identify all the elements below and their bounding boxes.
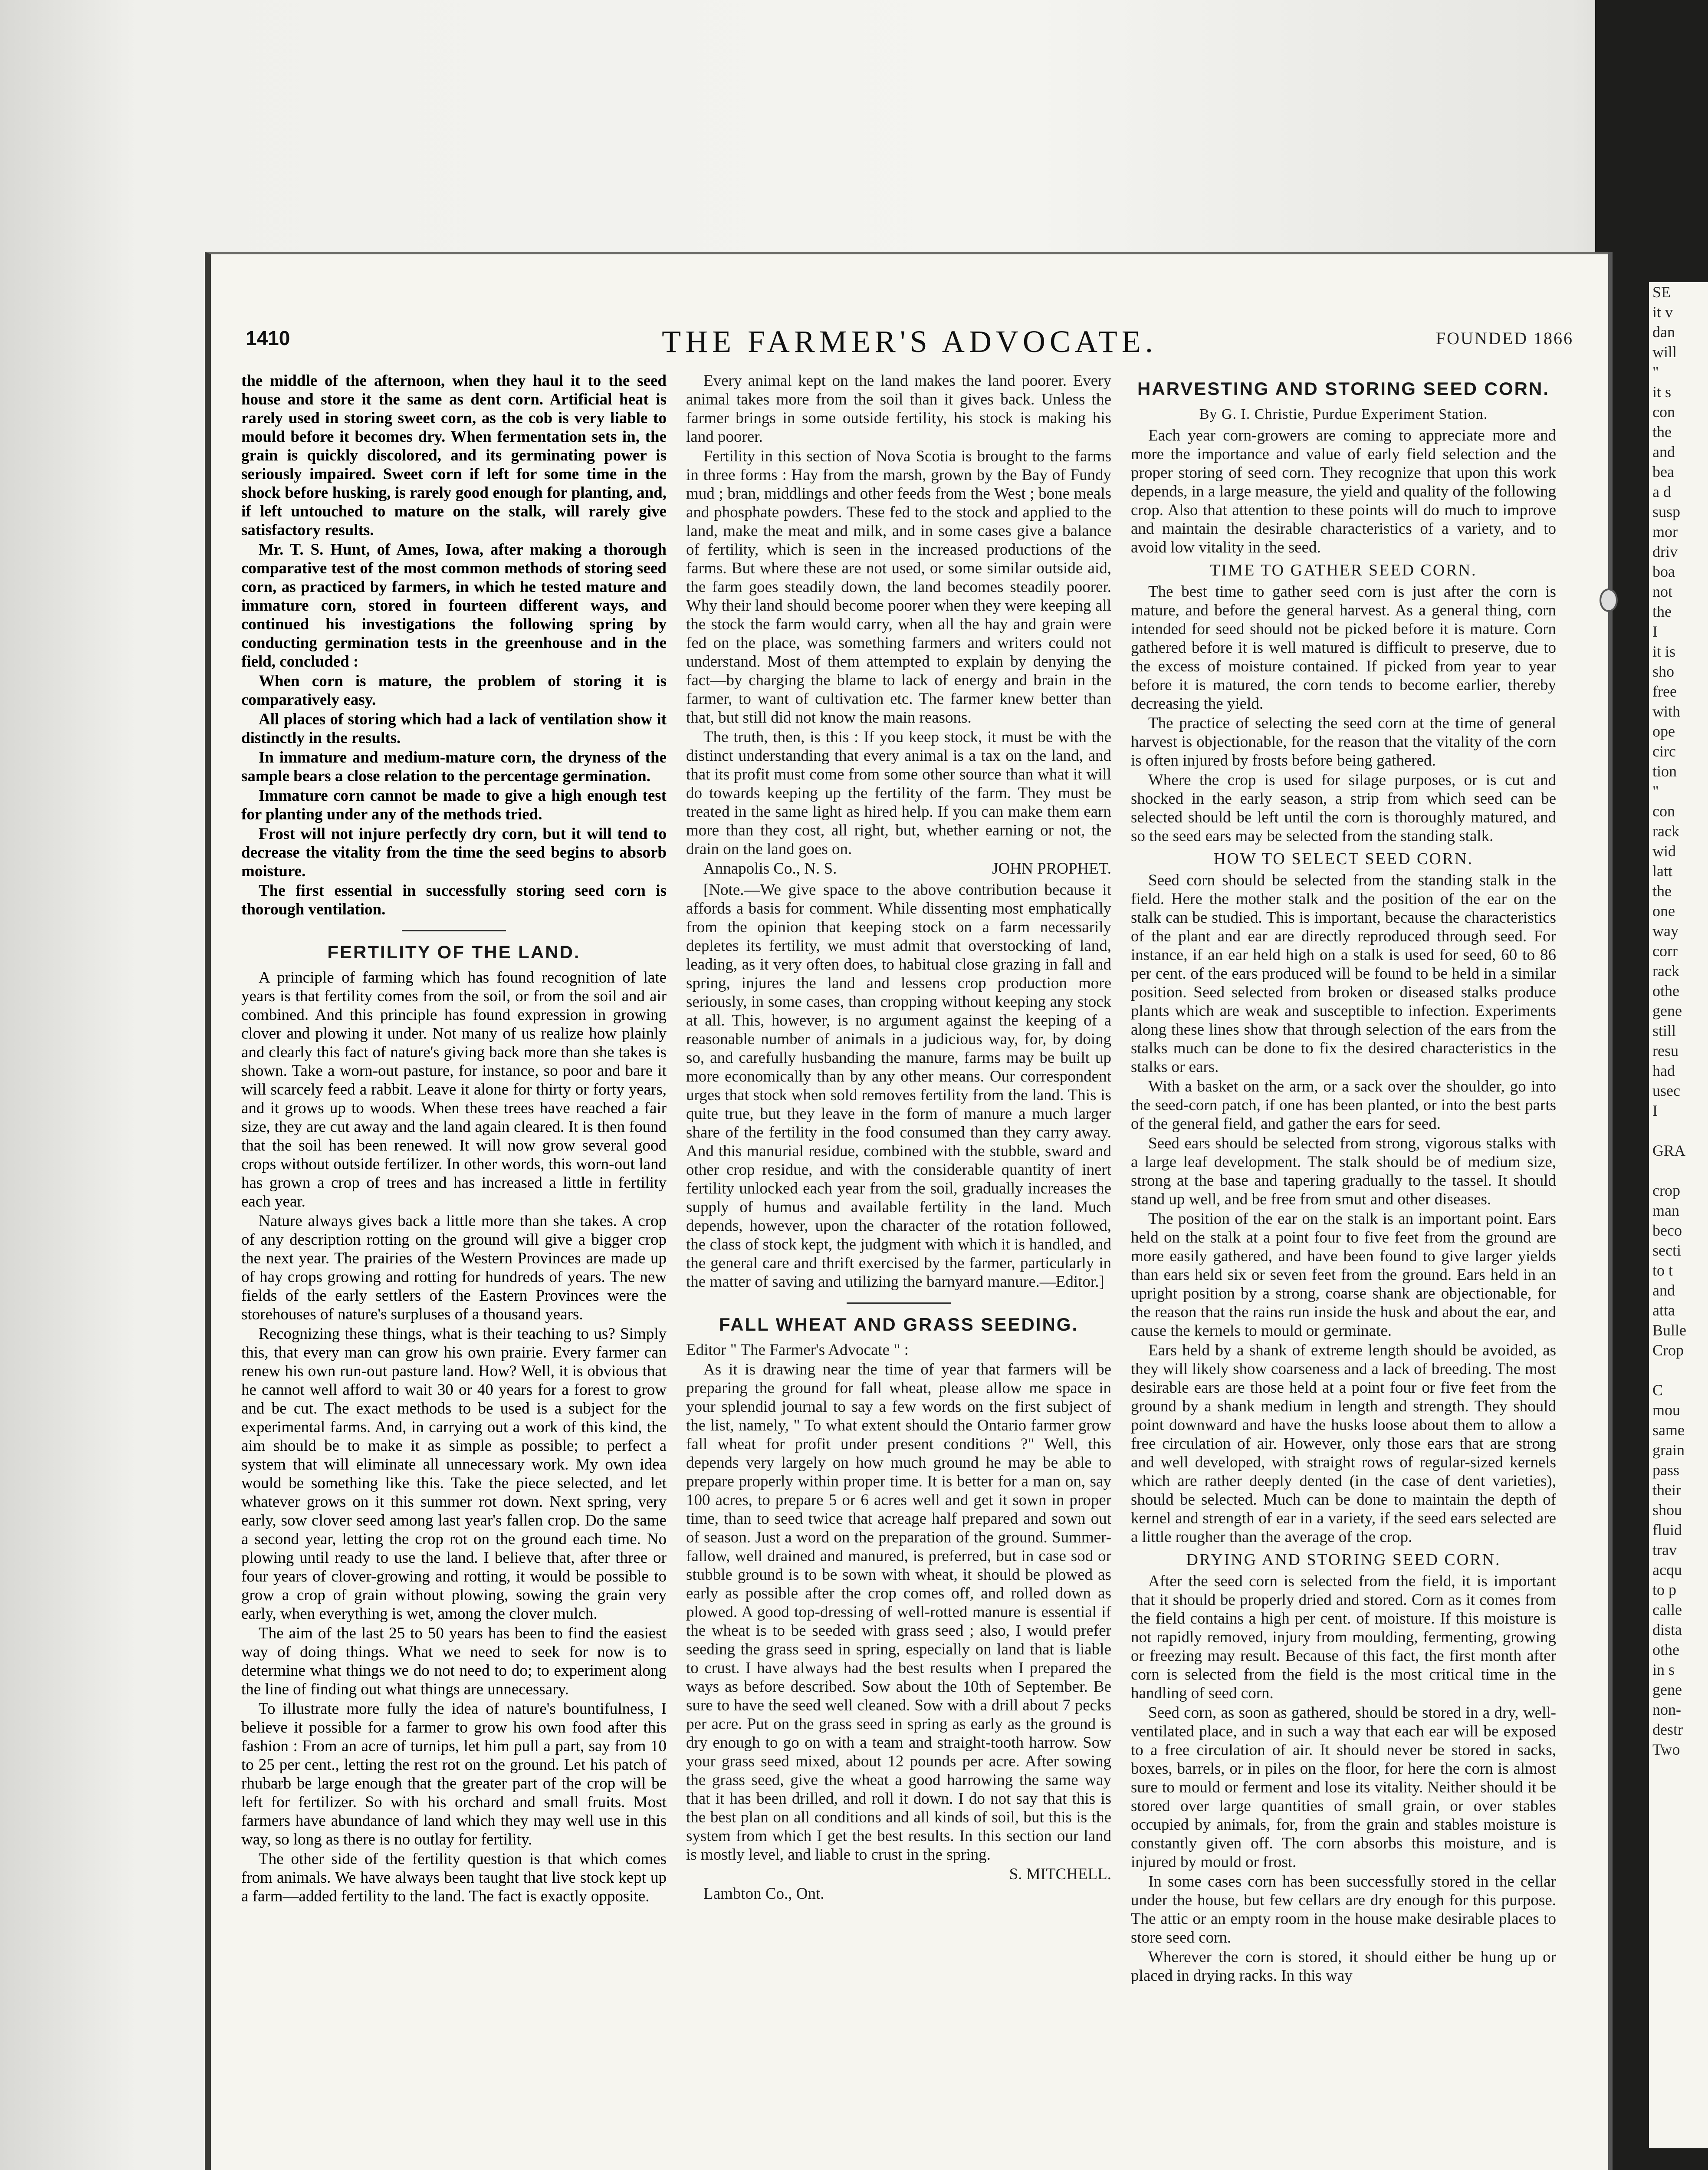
fragment-line: man [1652,1202,1679,1219]
fragment-line: Crop [1652,1341,1684,1359]
page-number: 1410 [246,327,290,349]
fragment-line: latt [1652,862,1672,880]
paragraph: The best time to gather seed corn is just after the corn is mature, and before the general harvest. As a general thing, corn intended for seed should not be picked before it is mature. Corn gathered before it is well matured is difficult to preserve, due to the excess of moisture contained. If picked from year to year before it is matured, the corn tends to become earlier, thereby decreasing the yield. [1131,583,1556,713]
fragment-line: con [1652,802,1675,820]
masthead-title: THE FARMER'S ADVOCATE. [662,324,1157,359]
column-2 [686,372,1111,2170]
fragment-line: the [1652,603,1672,620]
fragment-line: wid [1652,842,1676,860]
fragment-line: the [1652,882,1672,900]
founded-label: FOUNDED 1866 [1435,329,1573,348]
fragment-line: to t [1652,1262,1673,1279]
fragment-line: a d [1652,483,1671,500]
fragment-line: rack [1652,822,1679,840]
fragment-line: tion [1652,763,1677,780]
page-header [246,324,1573,358]
section-divider [402,930,506,931]
fragment-line: beco [1652,1222,1682,1239]
fragment-line: bea [1652,463,1674,480]
fragment-line: othe [1652,982,1679,1000]
newspaper-page [205,252,1608,2170]
salutation: Editor " The Farmer's Advocate " : [686,1341,909,1359]
paragraph: Each year corn-growers are coming to appreciate more and more the importance and value of early field selection and the proper storing of seed corn. They recognize that upon this work depends, in a large measure, the yield and quality of the following crop. Also that attention to these points will do much to improve and maintain the desirable characteristics of a variety, and to avoid low vitality in the seed. [1131,427,1556,556]
subheading: HOW TO SELECT SEED CORN. [1213,850,1474,868]
fragment-line: to p [1652,1581,1677,1598]
paragraph: As it is drawing near the time of year that farmers will be preparing the ground for fall wheat, please allow me space in your splendid journal to say a few words on the first subject of the list, namely, " To what extent should the Ontario farmer grow fall wheat for profit under present conditions ?" Well, this depends very largely on how much ground he may be able to prepare properly within proper time. It is better for a man on, say 100 acres, to prepare 5 or 6 acres well and get it sown in proper time, than to seed twice that acreage half prepared and sown out of season. Just a word on the preparation of the ground. Summer-fallow, well drained and manured, is preferred, but in case sod or stubble ground is to be sown with wheat, it should be plowed as early as possible after the crop comes off, and rolled down as plowed. A good top-dressing of well-rotted manure is essential if the wheat is to be seeded with grass seed ; also, I would prefer seeding the grass seed in spring, especially on land that is liable to crust. I have always had the best results when I prepared the ways as before described. Sow about the 10th of September. Be sure to have the seed well cleaned. Sow with a drill about 7 pecks per acre. Put on the grass seed in spring as early as the ground is dry enough to go on with a team and straight-tooth harrow. Sow your grass seed mixed, about 12 pounds per acre. After sowing the grass seed, give the wheat a good harrowing the same way that it has been drilled, and roll it down. I do not say that this is the best plan on all conditions and all kinds of soil, but this is the system from which I get the best results. In this section our land is mostly level, and liable to crust in the spring. [686,1361,1111,1864]
fragment-line: rack [1652,962,1679,980]
fragment-line: corr [1652,942,1678,960]
paragraph: Seed ears should be selected from strong, vigorous stalks with a large leaf development. The stalk should be of medium size, strong at the base and tapering gradually to the tassel. It should stand up well, and be free from smut and other diseases. [1131,1134,1556,1208]
fragment-line: it v [1652,303,1673,321]
fragment-line [1649,1121,1708,1141]
fragment-line: trav [1652,1541,1677,1558]
fragment-line: shou [1652,1501,1682,1519]
paragraph: Frost will not injure perfectly dry corn, but it will tend to decrease the vitality from the time the seed begins to absorb moisture. [241,825,667,880]
fragment-line: one [1652,902,1675,920]
paragraph: All places of storing which had a lack of ventilation show it distinctly in the results. [241,710,667,747]
signature-line [686,859,1111,881]
author-signature: S. MITCHELL. [1009,1865,1111,1883]
fragment-line: atta [1652,1302,1675,1319]
fragment-line: ope [1652,723,1675,740]
seed-corn-continuation [241,372,667,919]
fragment-line: the [1652,423,1672,441]
fragment-line: driv [1652,543,1678,560]
fragment-line: boa [1652,563,1675,580]
fragment-line: othe [1652,1641,1679,1658]
fragment-line: and [1652,443,1675,460]
paragraph: Where the crop is used for silage purposes, or is cut and shocked in the early season, a strip from which seed can be selected should be left until the corn is thoroughly matured, and so the seed ears may be selected from the standing stalk. [1131,771,1556,845]
author-location: Annapolis Co., N. S. [703,860,837,878]
paragraph: Ears held by a shank of extreme length should be avoided, as they will likely show coarseness and a lack of breeding. The most desirable ears are those held at a point four or five feet from the ground by a shank medium in length and strength. They should point downward and have the husks loose about them to allow a free circulation of air. However, only those ears that are strong and well developed, with straight rows of regular-sized kernels which are rather deeply dented (in the case of dent varieties), should be selected. Much can be done to maintain the depth of kernel and strength of ear in a variety, if the seed ears selected are a little rougher than the average of the crop. [1131,1341,1556,1546]
paragraph: The other side of the fertility question is that which comes from animals. We have always been taught that live stock kept up a farm—added fertility to the land. The fact is exactly opposite. [241,1850,667,1905]
paragraph: Nature always gives back a little more than she takes. A crop of any description rotting on the ground will give a bigger crop the next year. The prairies of the Western Provinces are made up of hay crops growing and rotting for hundreds of years. The new fields of the early settlers of the Eastern Provinces were the storehouses of nature's surpluses of a thousand years. [241,1212,667,1323]
fragment-line: secti [1652,1242,1681,1259]
fragment-line: same [1652,1421,1685,1439]
paragraph: Recognizing these things, what is their teaching to us? Simply this, that every man can grow his own prairie. Every farmer can renew his own run-out pasture land. How? Well, it is obvious that he cannot well afford to wait 30 or 40 years for a forest to grow and be cut. The exact methods to be used is a subject for the experimental farms. And, in carrying out a work of this kind, the aim should be to make it as simple as possible; to perfect a system that will eliminate all unnecessary work. My own idea would be something like this. Take the piece selected, and let whatever grows on it this summer rot down. Next spring, very early, sow clover seed among last year's fallen crop. Do the same a second year, letting the crop rot on the ground each time. No plowing until ready to use the land. I believe that, after three or four years of clover-growing and rotting, it would be possible to grow a crop of grain without plowing, sowing the grain very early, when everything is wet, among the clover mulch. [241,1325,667,1623]
paragraph: The first essential in successfully storing seed corn is thorough ventilation. [241,882,667,918]
byline: By G. I. Christie, Purdue Experiment Station. [1199,406,1488,422]
fragment-line: not [1652,583,1673,600]
paragraph: After the seed corn is selected from the field, it is important that it should be properly dried and stored. Corn as it comes from the field contains a high per cent. of moisture. If this moisture is not rapidly removed, injury from moulding, fermenting, growing or freezing may result. Because of this fact, the first month after corn is selected from the field is the most critical time in the handling of seed corn. [1131,1572,1556,1702]
article-heading: FALL WHEAT AND GRASS SEEDING. [719,1314,1079,1335]
fragment-line: way [1652,922,1678,940]
article-heading: FERTILITY OF THE LAND. [327,942,581,962]
fragment-line: I [1652,1102,1658,1119]
fragment-line: grain [1652,1441,1685,1459]
author-location: Lambton Co., Ont. [703,1885,824,1903]
fragment-line: will [1652,343,1677,361]
paragraph: Fertility in this section of Nova Scotia is brought to the farms in three forms : Hay from the marsh, grown by the Bay of Fundy mud ; bran, middlings and other feeds from the West ; bone meals and phosphate powders. These fed to the stock and applied to the land, make the meat and milk, and in some cases give a balance of fertility, which is seen in the increased productions of the farms. But where these are not used, or some similar outside aid, the farm goes steadily down, the land becomes steadily poorer. Why their land should become poorer when they were keeping all the stock the farm would carry, when all the hay and grain were fed on the place, was something farmers and writers could not understand. Most of them attempted to explain by denying the fact—by charging the blame to lack of energy and brain in the farmer, to want of cultivation etc. The farmer knew better than that, but still did not know the main reasons. [686,447,1111,727]
fragment-line: free [1652,683,1677,700]
column-3 [1131,372,1556,2170]
fragment-line: C [1652,1381,1663,1399]
paragraph: The practice of selecting the seed corn at the time of general harvest is objectionable, for the reason that the vitality of the corn is often injured by frosts before being gathered. [1131,714,1556,769]
fragment-line: with [1652,703,1681,720]
paragraph: Mr. T. S. Hunt, of Ames, Iowa, after making a thorough comparative test of the most common methods of storing seed corn, as practiced by farmers, in which he tested mature and immature corn, stored in fourteen different ways, and continued his investigations the following spring by conducting germination tests in the greenhouse and in the field, concluded : [241,541,667,671]
fragment-line: I [1652,623,1658,640]
fragment-line: circ [1652,743,1676,760]
fragment-line: susp [1652,503,1681,520]
fertility-article [241,968,667,1906]
fragment-line: crop [1652,1182,1680,1199]
subheading: DRYING AND STORING SEED CORN. [1186,1551,1501,1569]
binding-hole-icon [1600,589,1618,612]
fragment-line: fluid [1652,1521,1682,1539]
fragment-line: in s [1652,1661,1675,1678]
fragment-line: still [1652,1022,1676,1039]
editor-note: [Note.—We give space to the above contribution because it affords a basis for comment. While dissenting most emphatically from the opinion that keeping stock on a farm necessarily depletes its fertility, we must admit that overstocking of land, leading, as it very often does, to habitual close grazing in fall and spring, injures the land and lessens crop production more seriously, in some cases, than cropping without keeping any stock at all. This, however, is no argument against the keeping of a reasonable number of animals in a judicious way, for, by doing so, and carefully husbanding the manure, farms may be built up more economically than by any other means. Our correspondent urges that stock when sold removes fertility from the land. This is quite true, but they leave in the form of manure a much larger share of the fertility in the food consumed than they carry away. And this manurial residue, combined with the stubble, sward and other crop residue, and with the considerable quantity of inert fertility unlocked each year from the soil, gradually increases the supply of humus and available fertility in the land. Much depends, however, upon the character of the rotation followed, the class of stock kept, the judgment with which it is handled, and the general care and thrift exercised by the farmer, particularly in the matter of saving and utilizing the barnyard manure.—Editor.] [686,881,1111,1291]
paragraph: With a basket on the arm, or a sack over the shoulder, go into the seed-corn patch, if one has been planted, or into the best parts of the general field, and gather the ears for seed. [1131,1078,1556,1133]
fragment-line: it is [1652,643,1676,660]
fragment-line: con [1652,403,1675,421]
fragment-line: " [1652,783,1659,800]
fragment-line: mou [1652,1401,1681,1419]
fragment-line: " [1652,363,1659,381]
fragment-line: dan [1652,323,1675,341]
fragment-line: sho [1652,663,1675,680]
paragraph: The aim of the last 25 to 50 years has been to find the easiest way of doing things. What we need to seek for now is to determine what things we do not need to do; to experiment along the line of finding out what things are unnecessary. [241,1624,667,1698]
author-signature: JOHN PROPHET. [992,860,1111,878]
subheading: TIME TO GATHER SEED CORN. [1210,561,1477,579]
column-1 [241,372,667,2170]
paragraph: To illustrate more fully the idea of nature's bountifulness, I believe it possible for a farmer to grow his own food after this fashion : From an acre of turnips, let him pull a part, say from 10 to 25 per cent., letting the rest rot on the ground. Let his patch of rhubarb be large enough that the greater part of the crop will be left for fertilizer. So with his orchard and small fruits. Most farmers have abundance of land which they may well use in this way, so long as there is no outlay for fertility. [241,1700,667,1848]
paragraph: A principle of farming which has found recognition of late years is that fertility comes from the soil, or from the soil and air combined. And this principle has found expression in growing clover and plowing it under. Not many of us realize how plainly and clearly this fact of nature's giving back more than she takes is shown. Take a worn-out pasture, for instance, so poor and bare it will scarcely feed a rabbit. Leave it alone for thirty or forty years, and it grows up to woods. When these trees have reached a fair size, they are cut away and the land again cleared. It is then found that the soil has been renewed. It will now grow several good crops without outside fertilizer. In other words, this worn-out land has grown a crop of trees and has increased a little in fertility each year. [241,969,667,1210]
paragraph: Every animal kept on the land makes the land poorer. Every animal takes more from the soil than it gives back. Unless the farmer brings in some outside fertility, his stock is making his land poorer. [686,372,1111,446]
fragment-line: dista [1652,1621,1682,1638]
paragraph: Immature corn cannot be made to give a high enough test for planting under any of the methods tried. [241,787,667,823]
fragment-line: GRA [1652,1142,1686,1159]
paragraph: In some cases corn has been successfully stored in the cellar under the house, but few cellars are dry enough for this purpose. The attic or an empty room in the house make desirable places to store seed corn. [1131,1873,1556,1946]
paragraph: The truth, then, is this : If you keep stock, it must be with the distinct understanding that every animal is a tax on the land, and that its profit must come from some other source than what it will do towards keeping up the fertility of the farm. They must be treated in the same light as hired help. If you can make them earn more than they cost, all right, but, whether earning or not, the drain on the land goes on. [686,728,1111,858]
fragment-line: acqu [1652,1561,1682,1578]
section-divider [847,1302,951,1304]
fragment-line: gene [1652,1002,1682,1019]
fragment-line: gene [1652,1681,1682,1698]
paragraph: Seed corn, as soon as gathered, should be stored in a dry, well-ventilated place, and in such a way that each ear will be exposed to a free circulation of air. It should never be stored in sacks, boxes, barrels, or in piles on the floor, for here the corn is almost sure to mould or ferment and lose its vitality. Neither should it be stored over large quantities of small grain, or over stables occupied by animals, for, from the grain and stables moisture is constantly given off. The corn absorbs this moisture, and is injured by mould or frost. [1131,1704,1556,1871]
article-heading: HARVESTING AND STORING SEED CORN. [1137,378,1550,399]
fragment-line: mor [1652,523,1678,540]
fragment-line: SE [1652,283,1671,301]
paragraph: When corn is mature, the problem of storing it is comparatively easy. [241,672,667,709]
fragment-line: pass [1652,1461,1679,1479]
fragment-line: resu [1652,1042,1678,1059]
paragraph: In immature and medium-mature corn, the dryness of the sample bears a close relation to the percentage germination. [241,749,667,785]
fragment-line: calle [1652,1601,1682,1618]
fragment-line: destr [1652,1721,1683,1738]
paragraph: The position of the ear on the stalk is an important point. Ears held on the stalk at a point four to five feet from the ground are more easily gathered, and have been found to give larger yields than ears held six or seven feet from the ground. Ears held in an upright position by a strong, coarse shank are objectionable, for the reason that the rains run inside the husk and about the ear, and cause the kernels to mould or germinate. [1131,1210,1556,1340]
paragraph: the middle of the afternoon, when they haul it to the seed house and store it the same as dent corn. Artificial heat is rarely used in storing sweet corn, as the cob is very liable to mould before it becomes dry. When fermentation sets in, the grain is quickly discolored, and its germinating power is seriously impaired. Sweet corn if left for some time in the shock before husking, is rarely good enough for planting, and, if left untouched to mature on the stalk, will rarely give satisfactory results. [241,372,667,539]
fragment-line: Bulle [1652,1322,1686,1339]
fragment-line: their [1652,1481,1681,1499]
adjacent-page-fragment [1649,282,1708,2148]
fragment-line: had [1652,1062,1675,1079]
fragment-line [1649,1360,1708,1380]
fragment-line: Two [1652,1741,1680,1758]
fragment-line [1649,1161,1708,1180]
fragment-line: usec [1652,1082,1680,1099]
fragment-line: non- [1652,1701,1681,1718]
paragraph: Seed corn should be selected from the standing stalk in the field. Here the mother stalk and the position of the ear on the stalk can be studied. This is important, because the characteristics of the plant and ear are directly reproduced through seed. For instance, if an ear held high on a stalk is used for seed, 60 to 86 per cent. of the ears produced will be found to be held in a similar position. Seed selected from broken or diseased stalks produce plants which are weak and susceptible to infection. Experiments along these lines show that through selection of the ears from the stalks much can be done to fix the desired characteristics in the stalks or ears. [1131,871,1556,1076]
paragraph: Wherever the corn is stored, it should either be hung up or placed in drying racks. In this way [1131,1948,1556,1985]
fragment-line: it s [1652,383,1672,401]
fragment-line: and [1652,1282,1675,1299]
